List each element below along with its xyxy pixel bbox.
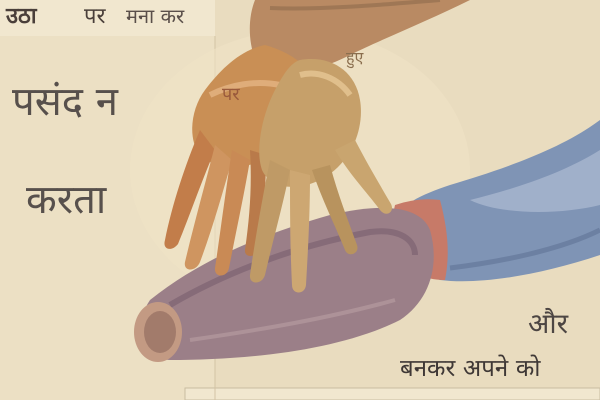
text-hand-1: पर <box>222 84 240 105</box>
text-top-1: उठा <box>6 4 37 29</box>
text-left-1: पसंद न <box>12 79 118 125</box>
text-bottom-2: बनकर अपने को <box>400 354 541 382</box>
text-left-2: करता <box>26 177 107 223</box>
text-top-3: मना कर <box>126 4 185 28</box>
text-top-2: पर <box>84 4 106 29</box>
text-hand-2: हुए <box>346 48 364 67</box>
text-bottom-1: और <box>528 307 569 340</box>
